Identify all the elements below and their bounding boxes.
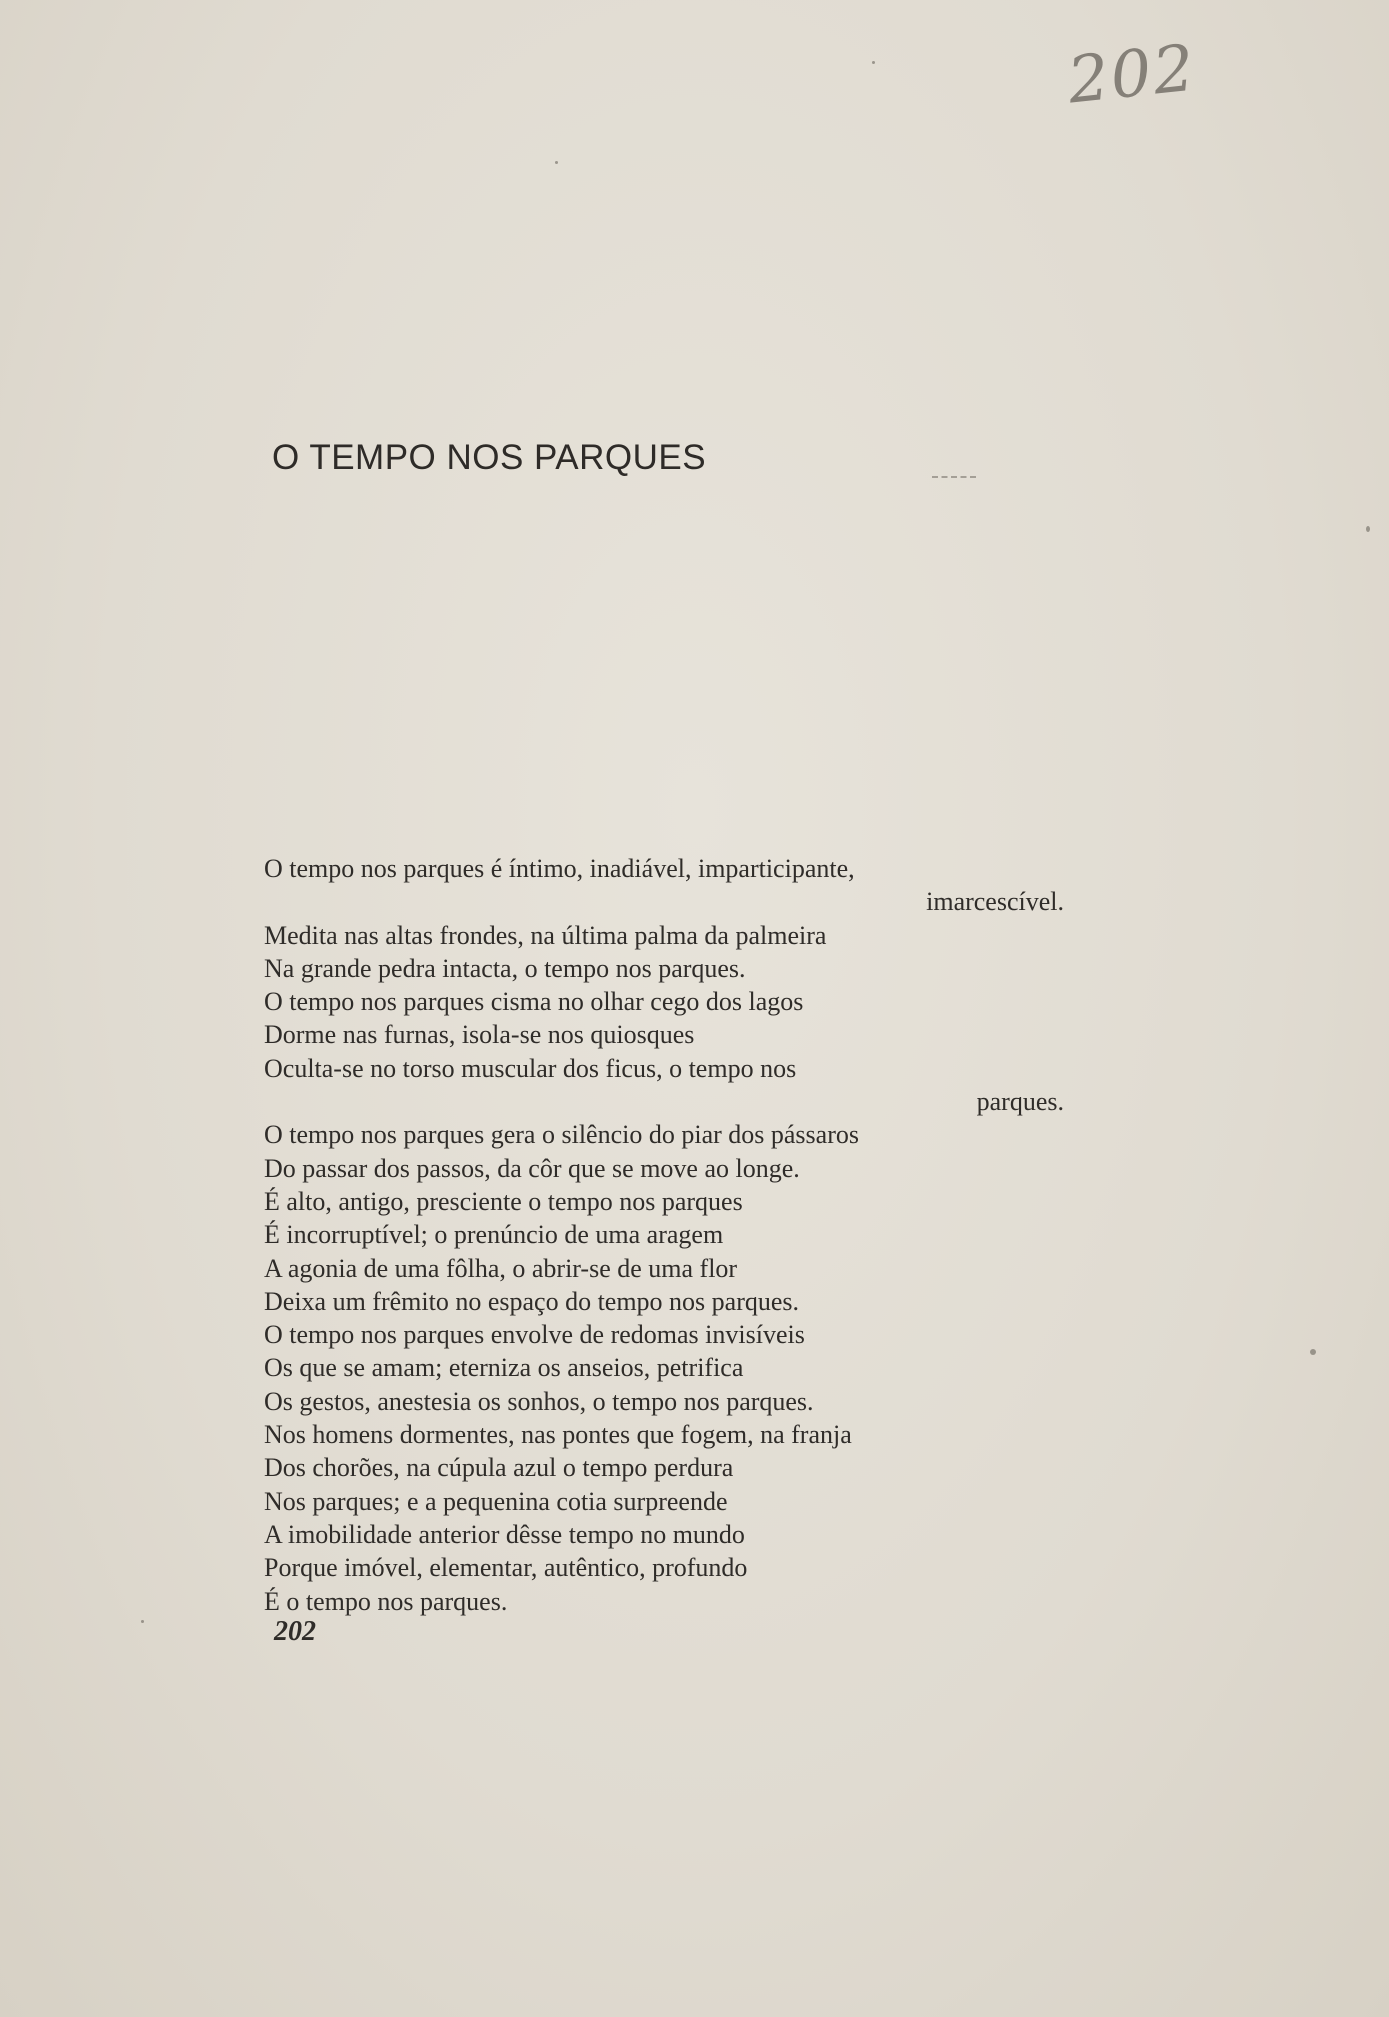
poem-title: O TEMPO NOS PARQUES: [272, 438, 707, 477]
poem-body: [264, 852, 1064, 1618]
poem-line: Nos homens dormentes, nas pontes que fogem, na franja: [264, 1420, 852, 1450]
printed-page-number: 202: [274, 1616, 316, 1647]
poem-line: É o tempo nos parques.: [264, 1586, 508, 1616]
poem-line: A imobilidade anterior dêsse tempo no mundo: [264, 1519, 745, 1549]
paper-speck: [872, 61, 875, 64]
stray-mark: [932, 476, 976, 480]
poem-line: Nos parques; e a pequenina cotia surpreende: [264, 1486, 728, 1516]
poem-line: O tempo nos parques envolve de redomas invisíveis: [264, 1320, 805, 1350]
paper-speck: [1310, 1349, 1316, 1355]
poem-line: Medita nas altas frondes, na última palma da palmeira: [264, 920, 827, 950]
poem-line: Dos chorões, na cúpula azul o tempo perdura: [264, 1453, 734, 1483]
poem-line: É alto, antigo, presciente o tempo nos parques: [264, 1186, 743, 1216]
poem-line: parques.: [976, 1087, 1064, 1117]
handwritten-page-number: 202: [1064, 31, 1200, 119]
paper-speck: [555, 161, 558, 164]
poem-line: Dorme nas furnas, isola-se nos quiosques: [264, 1020, 695, 1050]
paper-speck: [1366, 526, 1370, 532]
poem-line: Do passar dos passos, da côr que se move ao longe.: [264, 1153, 800, 1183]
poem-line: Oculta-se no torso muscular dos ficus, o tempo nos: [264, 1053, 797, 1083]
poem-line: Deixa um frêmito no espaço do tempo nos parques.: [264, 1286, 800, 1316]
poem-line: Na grande pedra intacta, o tempo nos parques.: [264, 953, 746, 983]
poem-line: imarcescível.: [926, 887, 1064, 917]
paper-speck: [141, 1620, 144, 1623]
poem-line: Os gestos, anestesia os sonhos, o tempo nos parques.: [264, 1386, 814, 1416]
poem-line: O tempo nos parques cisma no olhar cego dos lagos: [264, 987, 804, 1017]
poem-line: Os que se amam; eterniza os anseios, petrifica: [264, 1353, 744, 1383]
poem-line: O tempo nos parques é íntimo, inadiável, imparticipante,: [264, 854, 855, 883]
poem-line: É incorruptível; o prenúncio de uma aragem: [264, 1220, 724, 1250]
poem-line: A agonia de uma fôlha, o abrir-se de uma flor: [264, 1253, 738, 1283]
poem-line: O tempo nos parques gera o silêncio do piar dos pássaros: [264, 1120, 859, 1150]
poem-line: Porque imóvel, elementar, autêntico, profundo: [264, 1553, 748, 1583]
